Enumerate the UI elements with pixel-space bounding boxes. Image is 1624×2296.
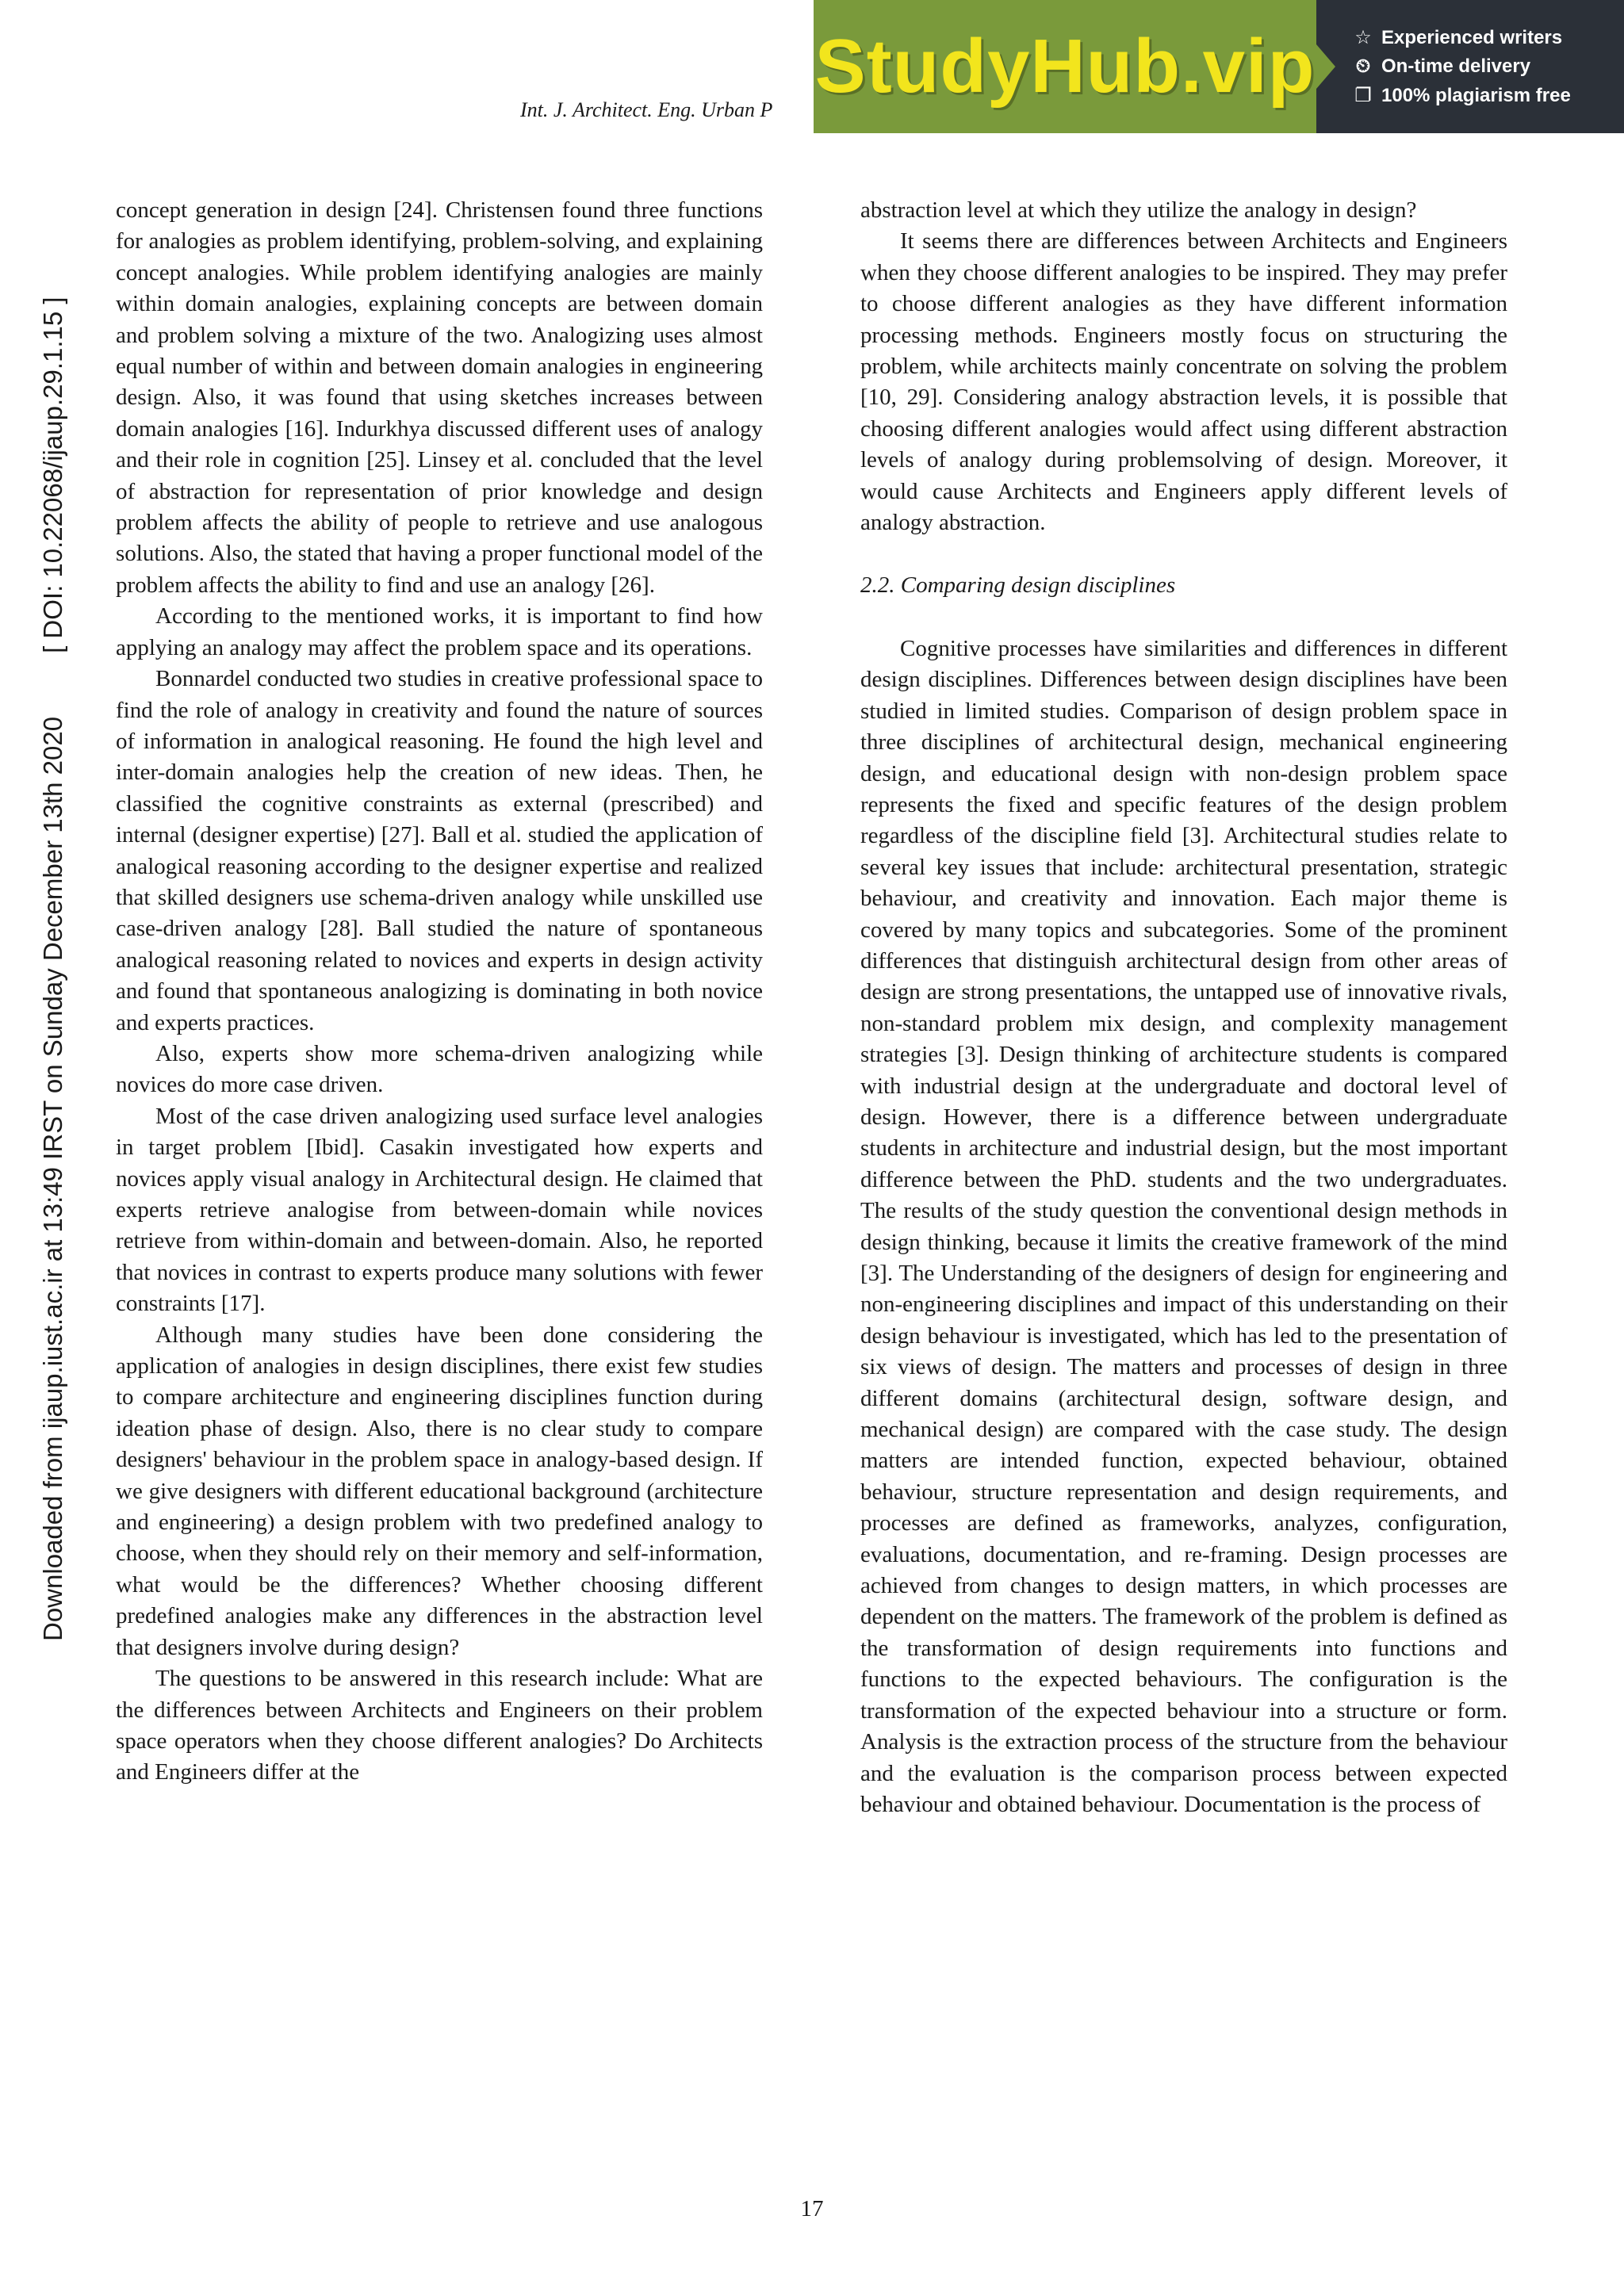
- paragraph: abstraction level at which they utilize the analogy in design?: [860, 197, 1417, 223]
- star-outline-icon: ☆: [1354, 27, 1372, 48]
- ad-feature-label: On-time delivery: [1381, 55, 1531, 77]
- paragraph: Bonnardel conducted two studies in creative professional space to find the role of analogy in creativity and found the nature of sources of information in analogical reasoning. He found the high level and inter-domain analogies help the creation of new ideas. Then, he classified the cognitive constraints as external (prescribed) and internal (designer expertise) [27]. Ball et al. studied the application of analogical reasoning according to the designer expertise and realized that skilled designers use schema-driven analogy while unskilled use case-driven analogy [28]. Ball studied the nature of spontaneous analogical reasoning related to novices and experts in design activity and found that spontaneous analogizing is dominating in both novice and experts practices.: [116, 666, 763, 1035]
- paragraph: Cognitive processes have similarities and differences in different design disciplines. Differences between design disciplines have been studied in limited studies. Comparison of design problem space in three disciplines of architectural design, mechanical engineering design, and educational design with non-design problem space represents the fixed and specific features of the design problem regardless of the discipline field [3]. Architectural studies relate to several key issues that include: architectural presentation, strategic behaviour, and creativity and innovation. Each major theme is covered by many topics and subcategories. Some of the prominent differences that distinguish architectural design from other areas of design are strong presentations, the untapped use of innovative rivals, non-standard problem mix design, and complexity management strategies [3]. Design thinking of architecture students is compared with industrial design at the undergraduate and doctoral level of design. However, there is a difference between undergraduate students in architecture and industrial design, but the most important difference between the PhD. students and the two undergraduates. The results of the study question the conventional design methods in design thinking, because it limits the creative framework of the mind [3]. The Understanding of the designers of design for engineering and non-engineering disciplines and impact of this understanding on their design behaviour is investigated, which has led to the presentation of six views of design. The matters and processes of design in three different domains (architectural design, software design, and mechanical design) are compared with the case study. The design matters are intended function, expected behaviour, obtained behaviour, structure representation and design requirements, and processes are defined as frameworks, analyzes, configuration, evaluations, documentation, and re-framing. Design processes are achieved from changes to design matters, in which processes are dependent on the matters. The framework of the problem is defined as the transformation of design requirements into functions and functions to the expected behaviours. The configuration is the transformation of the expected behaviour into a structure or form. Analysis is the extraction process of the structure from the behaviour and the evaluation is the comparison process between expected behaviour and obtained behaviour. Documentation is the process of: [860, 635, 1507, 1817]
- doi-link[interactable]: [ DOI: 10.22068/ijaup.29.1.15 ]: [38, 297, 67, 653]
- section-heading: 2.2. Comparing design disciplines: [860, 572, 1176, 599]
- paragraph: The questions to be answered in this research include: What are the differences between Architects and Engineers on their problem space operators when they choose different analogies? Do Architects and Engineers differ at the: [116, 1666, 763, 1785]
- side-download-note: [38, 297, 68, 1641]
- paragraph: According to the mentioned works, it is important to find how applying an analogy may affect the problem space and its operations.: [116, 603, 763, 660]
- ad-notch: [1316, 44, 1335, 89]
- ad-feature-label: 100% plagiarism free: [1381, 84, 1571, 106]
- ad-logo[interactable]: [814, 0, 1316, 133]
- ad-feature-delivery: [1353, 55, 1624, 78]
- paragraph: concept generation in design [24]. Christensen found three functions for analogies as problem identifying, problem-solving, and explaining concept analogies. While problem identifying analogies are mainly within domain analogies, explaining concepts are between domain and problem solving a mixture of the two. Analogizing uses almost equal number of within and between domain analogies in engineering design. Also, it was found that using sketches increases between domain analogies [16]. Indurkhya discussed different uses of analogy and their role in cognition [25]. Linsey et al. concluded that the level of abstraction for representation of prior knowledge and design problem affects the ability of people to retrieve and use analogous solutions. Also, the stated that having a proper functional model of the problem affects the ability to find and use an analogy [26].: [116, 197, 763, 598]
- page-number: 17: [800, 2196, 824, 2221]
- running-header: Int. J. Architect. Eng. Urban P: [520, 98, 773, 121]
- ad-logo-text: StudyHub.vip: [814, 24, 1316, 109]
- ad-feature-writers: [1353, 26, 1624, 49]
- paragraph: Although many studies have been done considering the application of analogies in design disciplines, there exist few studies to compare architecture and engineering disciplines function during ideation phase of design. Also, there is no clear study to compare designers' behaviour in the problem space in analogy-based design. If we give designers with different educational background (architecture and engineering) a design problem with two predefined analogy to choose, when they should rely on their memory and self-information, what would be the differences? Whether choosing different predefined analogies make any differences in the abstraction level that designers involve during design?: [116, 1322, 763, 1660]
- left-column: [116, 195, 763, 1789]
- ad-feature-label: Experienced writers: [1381, 26, 1563, 48]
- paragraph: Most of the case driven analogizing used surface level analogies in target problem [Ibid]. Casakin investigated how experts and novices apply visual analogy in Architectural design. He claimed that experts retrieve analogise from between-domain while novices retrieve from within-domain and between-domain. Also, he reported that novices in contrast to experts produce many solutions with fewer constraints [17].: [116, 1103, 763, 1317]
- copy-icon: ❐: [1354, 85, 1372, 106]
- ad-banner[interactable]: [814, 0, 1624, 133]
- paragraph: It seems there are differences between Architects and Engineers when they choose different analogies to be inspired. They may prefer to choose different analogies as they have different information processing methods. Engineers mostly focus on structuring the problem, while architects mainly concentrate on solving the problem [10, 29]. Considering analogy abstraction levels, it is possible that choosing different analogies would affect using different abstraction levels of analogy during problemsolving of design. Moreover, it would cause Architects and Engineers apply different levels of analogy abstraction.: [860, 228, 1507, 536]
- download-stamp: Downloaded from ijaup.iust.ac.ir at 13:49 IRST on Sunday December 13th 2020: [38, 716, 67, 1641]
- ad-feature-plagiarism: [1353, 84, 1624, 107]
- ad-feature-list: [1316, 0, 1624, 133]
- paragraph: Also, experts show more schema-driven analogizing while novices do more case driven.: [116, 1040, 763, 1098]
- right-column: [860, 195, 1507, 1820]
- clock-icon: ⏲: [1355, 55, 1371, 77]
